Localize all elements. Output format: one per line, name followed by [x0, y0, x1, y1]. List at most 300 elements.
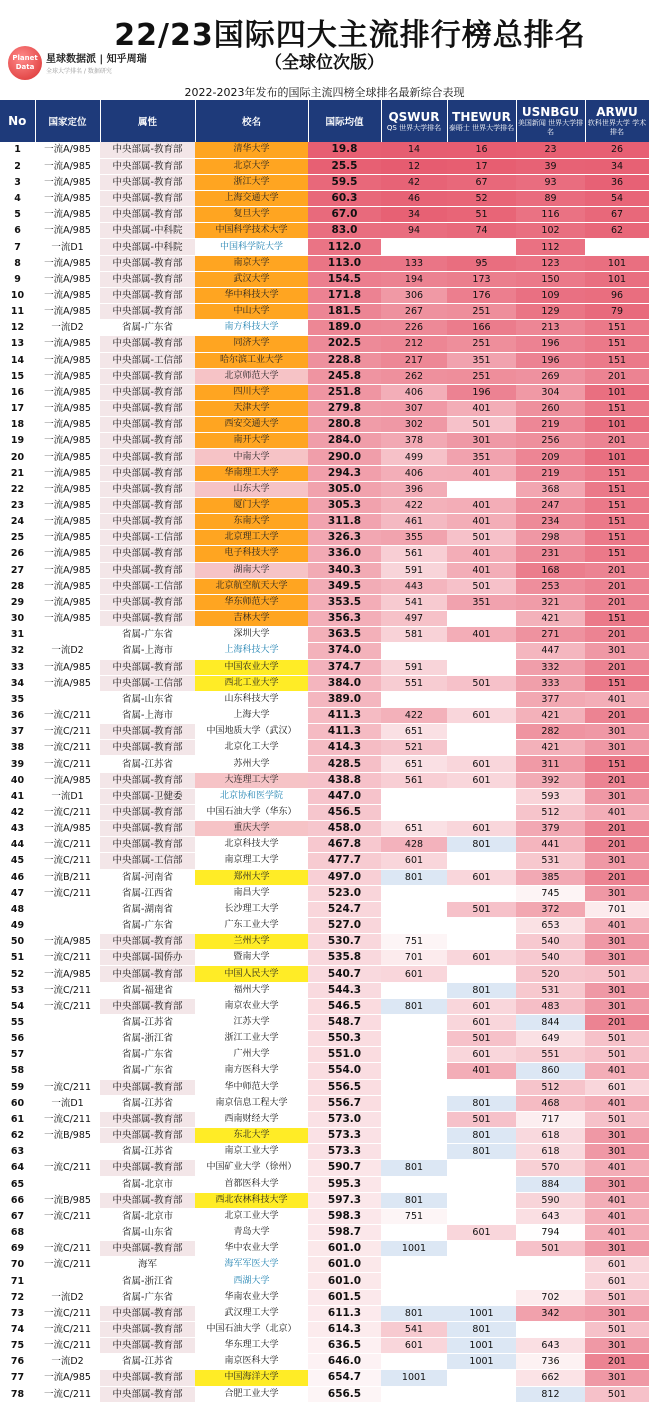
school-name: 华东师范大学	[195, 594, 308, 610]
position-cell: 一流B/985	[35, 1128, 100, 1144]
usnews-rank-cell: 168	[516, 562, 585, 578]
average-cell: 280.8	[308, 417, 381, 433]
table-row	[0, 1063, 649, 1079]
usnews-rank-cell: 736	[516, 1354, 585, 1370]
usnews-rank-cell	[516, 1321, 585, 1337]
school-name: 北京科技大学	[195, 837, 308, 853]
average-cell: 611.3	[308, 1305, 381, 1321]
usnews-rank-cell: 745	[516, 885, 585, 901]
position-cell: 一流A/985	[35, 287, 100, 303]
school-name: 合肥工业大学	[195, 1386, 308, 1402]
average-cell: 411.3	[308, 707, 381, 723]
school-name: 北京师范大学	[195, 368, 308, 384]
usnews-rank-cell: 447	[516, 643, 585, 659]
position-cell: 一流A/985	[35, 336, 100, 352]
average-cell: 384.0	[308, 675, 381, 691]
usnews-rank-cell: 213	[516, 320, 585, 336]
arwu-rank-cell: 301	[585, 982, 649, 998]
average-cell: 477.7	[308, 853, 381, 869]
position-cell: 一流C/211	[35, 885, 100, 901]
attribute-cell: 中央部属-教育部	[100, 368, 195, 384]
usnews-rank-cell: 421	[516, 611, 585, 627]
arwu-rank-cell: 201	[585, 1014, 649, 1030]
attribute-cell: 省属-上海市	[100, 643, 195, 659]
school-name: 南开大学	[195, 433, 308, 449]
table-row	[0, 384, 649, 400]
position-cell: 一流A/985	[35, 255, 100, 271]
qs-rank-cell	[381, 691, 447, 707]
average-cell: 374.7	[308, 659, 381, 675]
rank-number: 42	[0, 804, 35, 820]
arwu-rank-cell: 501	[585, 1031, 649, 1047]
arwu-rank-cell: 201	[585, 627, 649, 643]
usnews-rank-cell: 540	[516, 934, 585, 950]
attribute-cell: 省属-浙江省	[100, 1031, 195, 1047]
qs-rank-cell	[381, 1031, 447, 1047]
arwu-rank-cell: 501	[585, 1047, 649, 1063]
school-name: 湖南大学	[195, 562, 308, 578]
attribute-cell: 中央部属-教育部	[100, 433, 195, 449]
school-name: 青岛大学	[195, 1224, 308, 1240]
attribute-cell: 省属-广东省	[100, 918, 195, 934]
table-row	[0, 1321, 649, 1337]
arwu-rank-cell: 201	[585, 821, 649, 837]
table-row	[0, 481, 649, 497]
school-name: 华中农业大学	[195, 1241, 308, 1257]
position-cell: 一流A/985	[35, 659, 100, 675]
average-cell: 548.7	[308, 1014, 381, 1030]
table-row	[0, 174, 649, 190]
average-cell: 305.3	[308, 497, 381, 513]
school-name: 北京航空航天大学	[195, 578, 308, 594]
position-cell: 一流C/211	[35, 982, 100, 998]
the-rank-cell	[447, 1273, 516, 1289]
attribute-cell: 省属-江苏省	[100, 1354, 195, 1370]
the-rank-cell: 501	[447, 578, 516, 594]
average-cell: 601.0	[308, 1257, 381, 1273]
rank-number: 64	[0, 1160, 35, 1176]
school-name: 武汉理工大学	[195, 1305, 308, 1321]
rank-number: 5	[0, 207, 35, 223]
the-rank-cell: 601	[447, 869, 516, 885]
average-cell: 311.8	[308, 514, 381, 530]
position-cell: 一流A/985	[35, 562, 100, 578]
the-rank-cell: 601	[447, 707, 516, 723]
school-name: 江苏大学	[195, 1014, 308, 1030]
arwu-rank-cell: 301	[585, 1176, 649, 1192]
position-cell: 一流A/985	[35, 934, 100, 950]
arwu-rank-cell: 34	[585, 158, 649, 174]
usnews-rank-cell: 116	[516, 207, 585, 223]
qs-rank-cell: 378	[381, 433, 447, 449]
qs-rank-cell	[381, 1079, 447, 1095]
arwu-rank-cell: 151	[585, 352, 649, 368]
table-row	[0, 320, 649, 336]
attribute-cell: 中央部属-教育部	[100, 724, 195, 740]
usnews-rank-cell: 590	[516, 1192, 585, 1208]
attribute-cell: 中央部属-教育部	[100, 271, 195, 287]
average-cell: 363.5	[308, 627, 381, 643]
the-rank-cell: 601	[447, 998, 516, 1014]
usnews-rank-cell: 649	[516, 1031, 585, 1047]
position-cell: 一流A/985	[35, 546, 100, 562]
position-cell: 一流A/985	[35, 966, 100, 982]
average-cell: 523.0	[308, 885, 381, 901]
arwu-rank-cell: 201	[585, 659, 649, 675]
qs-rank-cell: 601	[381, 853, 447, 869]
position-cell: 一流C/211	[35, 1386, 100, 1402]
qs-rank-cell: 651	[381, 724, 447, 740]
school-name: 四川大学	[195, 384, 308, 400]
rank-number: 14	[0, 352, 35, 368]
average-cell: 601.5	[308, 1289, 381, 1305]
table-row	[0, 304, 649, 320]
the-rank-cell: 401	[447, 562, 516, 578]
position-cell	[35, 1047, 100, 1063]
arwu-rank-cell: 67	[585, 207, 649, 223]
table-row	[0, 966, 649, 982]
position-cell: 一流C/211	[35, 998, 100, 1014]
usnews-rank-cell: 304	[516, 384, 585, 400]
arwu-rank-cell: 401	[585, 918, 649, 934]
attribute-cell: 中央部属-教育部	[100, 336, 195, 352]
usnews-rank-cell: 618	[516, 1144, 585, 1160]
arwu-rank-cell: 101	[585, 271, 649, 287]
average-cell: 340.3	[308, 562, 381, 578]
usnews-rank-cell: 441	[516, 837, 585, 853]
the-rank-cell: 601	[447, 950, 516, 966]
attribute-cell: 省属-江苏省	[100, 1095, 195, 1111]
position-cell: 一流A/985	[35, 271, 100, 287]
the-rank-cell	[447, 1192, 516, 1208]
rank-number: 78	[0, 1386, 35, 1402]
school-name: 武汉大学	[195, 271, 308, 287]
rank-number: 36	[0, 707, 35, 723]
table-row	[0, 998, 649, 1014]
attribute-cell: 中央部属-教育部	[100, 562, 195, 578]
school-name: 西湖大学	[195, 1273, 308, 1289]
arwu-rank-cell: 151	[585, 675, 649, 691]
school-name: 重庆大学	[195, 821, 308, 837]
usnews-rank-cell: 531	[516, 853, 585, 869]
average-cell: 656.5	[308, 1386, 381, 1402]
the-rank-cell	[447, 804, 516, 820]
rank-number: 35	[0, 691, 35, 707]
usnews-rank-cell: 219	[516, 417, 585, 433]
the-rank-cell: 351	[447, 352, 516, 368]
rank-number: 59	[0, 1079, 35, 1095]
table-row	[0, 417, 649, 433]
attribute-cell: 省属-山东省	[100, 691, 195, 707]
usnews-rank-cell: 421	[516, 707, 585, 723]
the-rank-cell: 251	[447, 304, 516, 320]
average-cell: 326.3	[308, 530, 381, 546]
attribute-cell: 中央部属-教育部	[100, 837, 195, 853]
rank-number: 32	[0, 643, 35, 659]
arwu-rank-cell: 401	[585, 1063, 649, 1079]
usnews-rank-cell: 379	[516, 821, 585, 837]
school-name: 同济大学	[195, 336, 308, 352]
attribute-cell: 中央部属-教育部	[100, 417, 195, 433]
rank-number: 62	[0, 1128, 35, 1144]
attribute-cell: 中央部属-教育部	[100, 207, 195, 223]
arwu-rank-cell: 151	[585, 320, 649, 336]
rank-number: 8	[0, 255, 35, 271]
school-name: 海军军医大学	[195, 1257, 308, 1273]
table-row	[0, 1273, 649, 1289]
table-row	[0, 514, 649, 530]
rank-number: 13	[0, 336, 35, 352]
attribute-cell: 省属-广东省	[100, 627, 195, 643]
average-cell: 646.0	[308, 1354, 381, 1370]
rank-number: 50	[0, 934, 35, 950]
header-row	[0, 100, 649, 142]
qs-rank-cell	[381, 1047, 447, 1063]
arwu-rank-cell: 151	[585, 465, 649, 481]
attribute-cell: 省属-江苏省	[100, 1014, 195, 1030]
qs-rank-cell: 443	[381, 578, 447, 594]
table-row	[0, 1257, 649, 1273]
the-rank-cell: 601	[447, 1014, 516, 1030]
brand-name: 星球数据派 | 知乎周瑞	[46, 54, 147, 65]
position-cell: 一流D2	[35, 1289, 100, 1305]
usnews-rank-cell: 531	[516, 982, 585, 998]
school-name: 苏州大学	[195, 756, 308, 772]
qs-rank-cell	[381, 1354, 447, 1370]
position-cell: 一流A/985	[35, 1370, 100, 1386]
table-row	[0, 1128, 649, 1144]
school-name: 南京理工大学	[195, 853, 308, 869]
arwu-rank-cell: 601	[585, 1079, 649, 1095]
average-cell: 527.0	[308, 918, 381, 934]
usnews-rank-cell: 717	[516, 1111, 585, 1127]
rank-number: 65	[0, 1176, 35, 1192]
the-rank-cell: 95	[447, 255, 516, 271]
rank-number: 12	[0, 320, 35, 336]
the-rank-cell: 251	[447, 336, 516, 352]
the-rank-cell: 801	[447, 837, 516, 853]
qs-rank-cell: 1001	[381, 1241, 447, 1257]
attribute-cell: 省属-江苏省	[100, 1144, 195, 1160]
arwu-rank-cell: 301	[585, 853, 649, 869]
attribute-cell: 中央部属-卫健委	[100, 788, 195, 804]
qs-rank-cell: 12	[381, 158, 447, 174]
table-row	[0, 982, 649, 998]
school-name: 复旦大学	[195, 207, 308, 223]
attribute-cell: 中央部属-教育部	[100, 1128, 195, 1144]
attribute-cell: 中央部属-教育部	[100, 158, 195, 174]
rank-number: 46	[0, 869, 35, 885]
the-rank-cell: 351	[447, 449, 516, 465]
table-row	[0, 352, 649, 368]
position-cell: 一流A/985	[35, 514, 100, 530]
the-rank-cell: 52	[447, 190, 516, 206]
qs-rank-cell: 499	[381, 449, 447, 465]
rank-number: 57	[0, 1047, 35, 1063]
position-cell	[35, 1224, 100, 1240]
the-rank-cell: 351	[447, 594, 516, 610]
average-cell: 60.3	[308, 190, 381, 206]
average-cell: 447.0	[308, 788, 381, 804]
average-cell: 353.5	[308, 594, 381, 610]
arwu-rank-cell: 501	[585, 1386, 649, 1402]
table-row	[0, 1338, 649, 1354]
table-row	[0, 772, 649, 788]
arwu-rank-cell: 151	[585, 336, 649, 352]
table-row	[0, 449, 649, 465]
usnews-rank-cell: 342	[516, 1305, 585, 1321]
average-cell: 279.8	[308, 401, 381, 417]
school-name: 哈尔滨工业大学	[195, 352, 308, 368]
usnews-rank-cell: 196	[516, 352, 585, 368]
table-row	[0, 934, 649, 950]
usnews-rank-cell: 256	[516, 433, 585, 449]
attribute-cell: 中央部属-教育部	[100, 497, 195, 513]
arwu-rank-cell: 501	[585, 1111, 649, 1127]
arwu-rank-cell: 151	[585, 530, 649, 546]
school-name: 南方医科大学	[195, 1063, 308, 1079]
position-cell: 一流A/985	[35, 190, 100, 206]
qs-rank-cell: 428	[381, 837, 447, 853]
qs-rank-cell: 561	[381, 546, 447, 562]
rank-number: 20	[0, 449, 35, 465]
average-cell: 19.8	[308, 142, 381, 158]
usnews-rank-cell: 209	[516, 449, 585, 465]
position-cell: 一流A/985	[35, 417, 100, 433]
table-row	[0, 1144, 649, 1160]
school-name: 中国科学技术大学	[195, 223, 308, 239]
usnews-rank-cell: 551	[516, 1047, 585, 1063]
attribute-cell: 中央部属-工信部	[100, 853, 195, 869]
table-row	[0, 627, 649, 643]
school-name: 郑州大学	[195, 869, 308, 885]
the-rank-cell: 17	[447, 158, 516, 174]
school-name: 大连理工大学	[195, 772, 308, 788]
table-row	[0, 950, 649, 966]
table-row	[0, 885, 649, 901]
average-cell: 290.0	[308, 449, 381, 465]
school-name: 南京大学	[195, 255, 308, 271]
table-row	[0, 918, 649, 934]
average-cell: 467.8	[308, 837, 381, 853]
arwu-rank-cell	[585, 239, 649, 255]
qs-rank-cell: 34	[381, 207, 447, 223]
rank-number: 52	[0, 966, 35, 982]
arwu-rank-cell: 151	[585, 546, 649, 562]
rank-number: 51	[0, 950, 35, 966]
position-cell	[35, 627, 100, 643]
the-rank-cell: 301	[447, 433, 516, 449]
school-name: 东南大学	[195, 514, 308, 530]
average-cell: 597.3	[308, 1192, 381, 1208]
average-cell: 389.0	[308, 691, 381, 707]
arwu-rank-cell: 401	[585, 1224, 649, 1240]
rank-number: 25	[0, 530, 35, 546]
position-cell: 一流A/985	[35, 530, 100, 546]
attribute-cell: 中央部属-教育部	[100, 1111, 195, 1127]
average-cell: 202.5	[308, 336, 381, 352]
position-cell: 一流A/985	[35, 384, 100, 400]
rank-number: 33	[0, 659, 35, 675]
rank-number: 49	[0, 918, 35, 934]
school-name: 南京信息工程大学	[195, 1095, 308, 1111]
school-name: 首都医科大学	[195, 1176, 308, 1192]
qs-rank-cell: 801	[381, 1192, 447, 1208]
arwu-rank-cell: 701	[585, 901, 649, 917]
attribute-cell: 中央部属-工信部	[100, 578, 195, 594]
table-row	[0, 223, 649, 239]
the-rank-cell: 176	[447, 287, 516, 303]
table-row	[0, 804, 649, 820]
usnews-rank-cell	[516, 1257, 585, 1273]
attribute-cell: 中央部属-教育部	[100, 1338, 195, 1354]
position-cell: 一流A/985	[35, 772, 100, 788]
attribute-cell: 省属-浙江省	[100, 1273, 195, 1289]
the-rank-cell	[447, 853, 516, 869]
usnews-rank-cell: 102	[516, 223, 585, 239]
the-rank-cell	[447, 1176, 516, 1192]
table-row	[0, 869, 649, 885]
rank-number: 24	[0, 514, 35, 530]
usnews-rank-cell: 618	[516, 1128, 585, 1144]
arwu-rank-cell: 501	[585, 1321, 649, 1337]
school-name: 暨南大学	[195, 950, 308, 966]
rank-number: 34	[0, 675, 35, 691]
position-cell: 一流A/985	[35, 158, 100, 174]
qs-rank-cell: 133	[381, 255, 447, 271]
attribute-cell: 中央部属-教育部	[100, 804, 195, 820]
qs-rank-cell	[381, 1176, 447, 1192]
qs-rank-cell: 591	[381, 562, 447, 578]
rank-number: 40	[0, 772, 35, 788]
the-rank-cell: 801	[447, 1095, 516, 1111]
position-cell: 一流C/211	[35, 1257, 100, 1273]
arwu-rank-cell: 401	[585, 1192, 649, 1208]
the-rank-cell: 401	[447, 497, 516, 513]
position-cell: 一流C/211	[35, 1160, 100, 1176]
qs-rank-cell	[381, 1273, 447, 1289]
rank-number: 77	[0, 1370, 35, 1386]
position-cell: 一流A/985	[35, 594, 100, 610]
attribute-cell: 中央部属-教育部	[100, 611, 195, 627]
table-row	[0, 142, 649, 158]
arwu-rank-cell: 101	[585, 417, 649, 433]
table-row	[0, 611, 649, 627]
arwu-rank-cell: 201	[585, 1354, 649, 1370]
table-row	[0, 1354, 649, 1370]
qs-rank-cell: 194	[381, 271, 447, 287]
table-row	[0, 287, 649, 303]
attribute-cell: 省属-山东省	[100, 1224, 195, 1240]
school-name: 西安交通大学	[195, 417, 308, 433]
qs-rank-cell: 541	[381, 594, 447, 610]
average-cell: 171.8	[308, 287, 381, 303]
table-row	[0, 594, 649, 610]
position-cell: 一流A/985	[35, 304, 100, 320]
table-row	[0, 578, 649, 594]
average-cell: 550.3	[308, 1031, 381, 1047]
the-rank-cell: 801	[447, 1144, 516, 1160]
average-cell: 428.5	[308, 756, 381, 772]
qs-rank-cell: 406	[381, 465, 447, 481]
arwu-rank-cell: 301	[585, 1370, 649, 1386]
school-name: 中国石油大学（华东）	[195, 804, 308, 820]
average-cell: 614.3	[308, 1321, 381, 1337]
table-row	[0, 433, 649, 449]
arwu-rank-cell: 201	[585, 433, 649, 449]
average-cell: 524.7	[308, 901, 381, 917]
the-rank-cell	[447, 659, 516, 675]
